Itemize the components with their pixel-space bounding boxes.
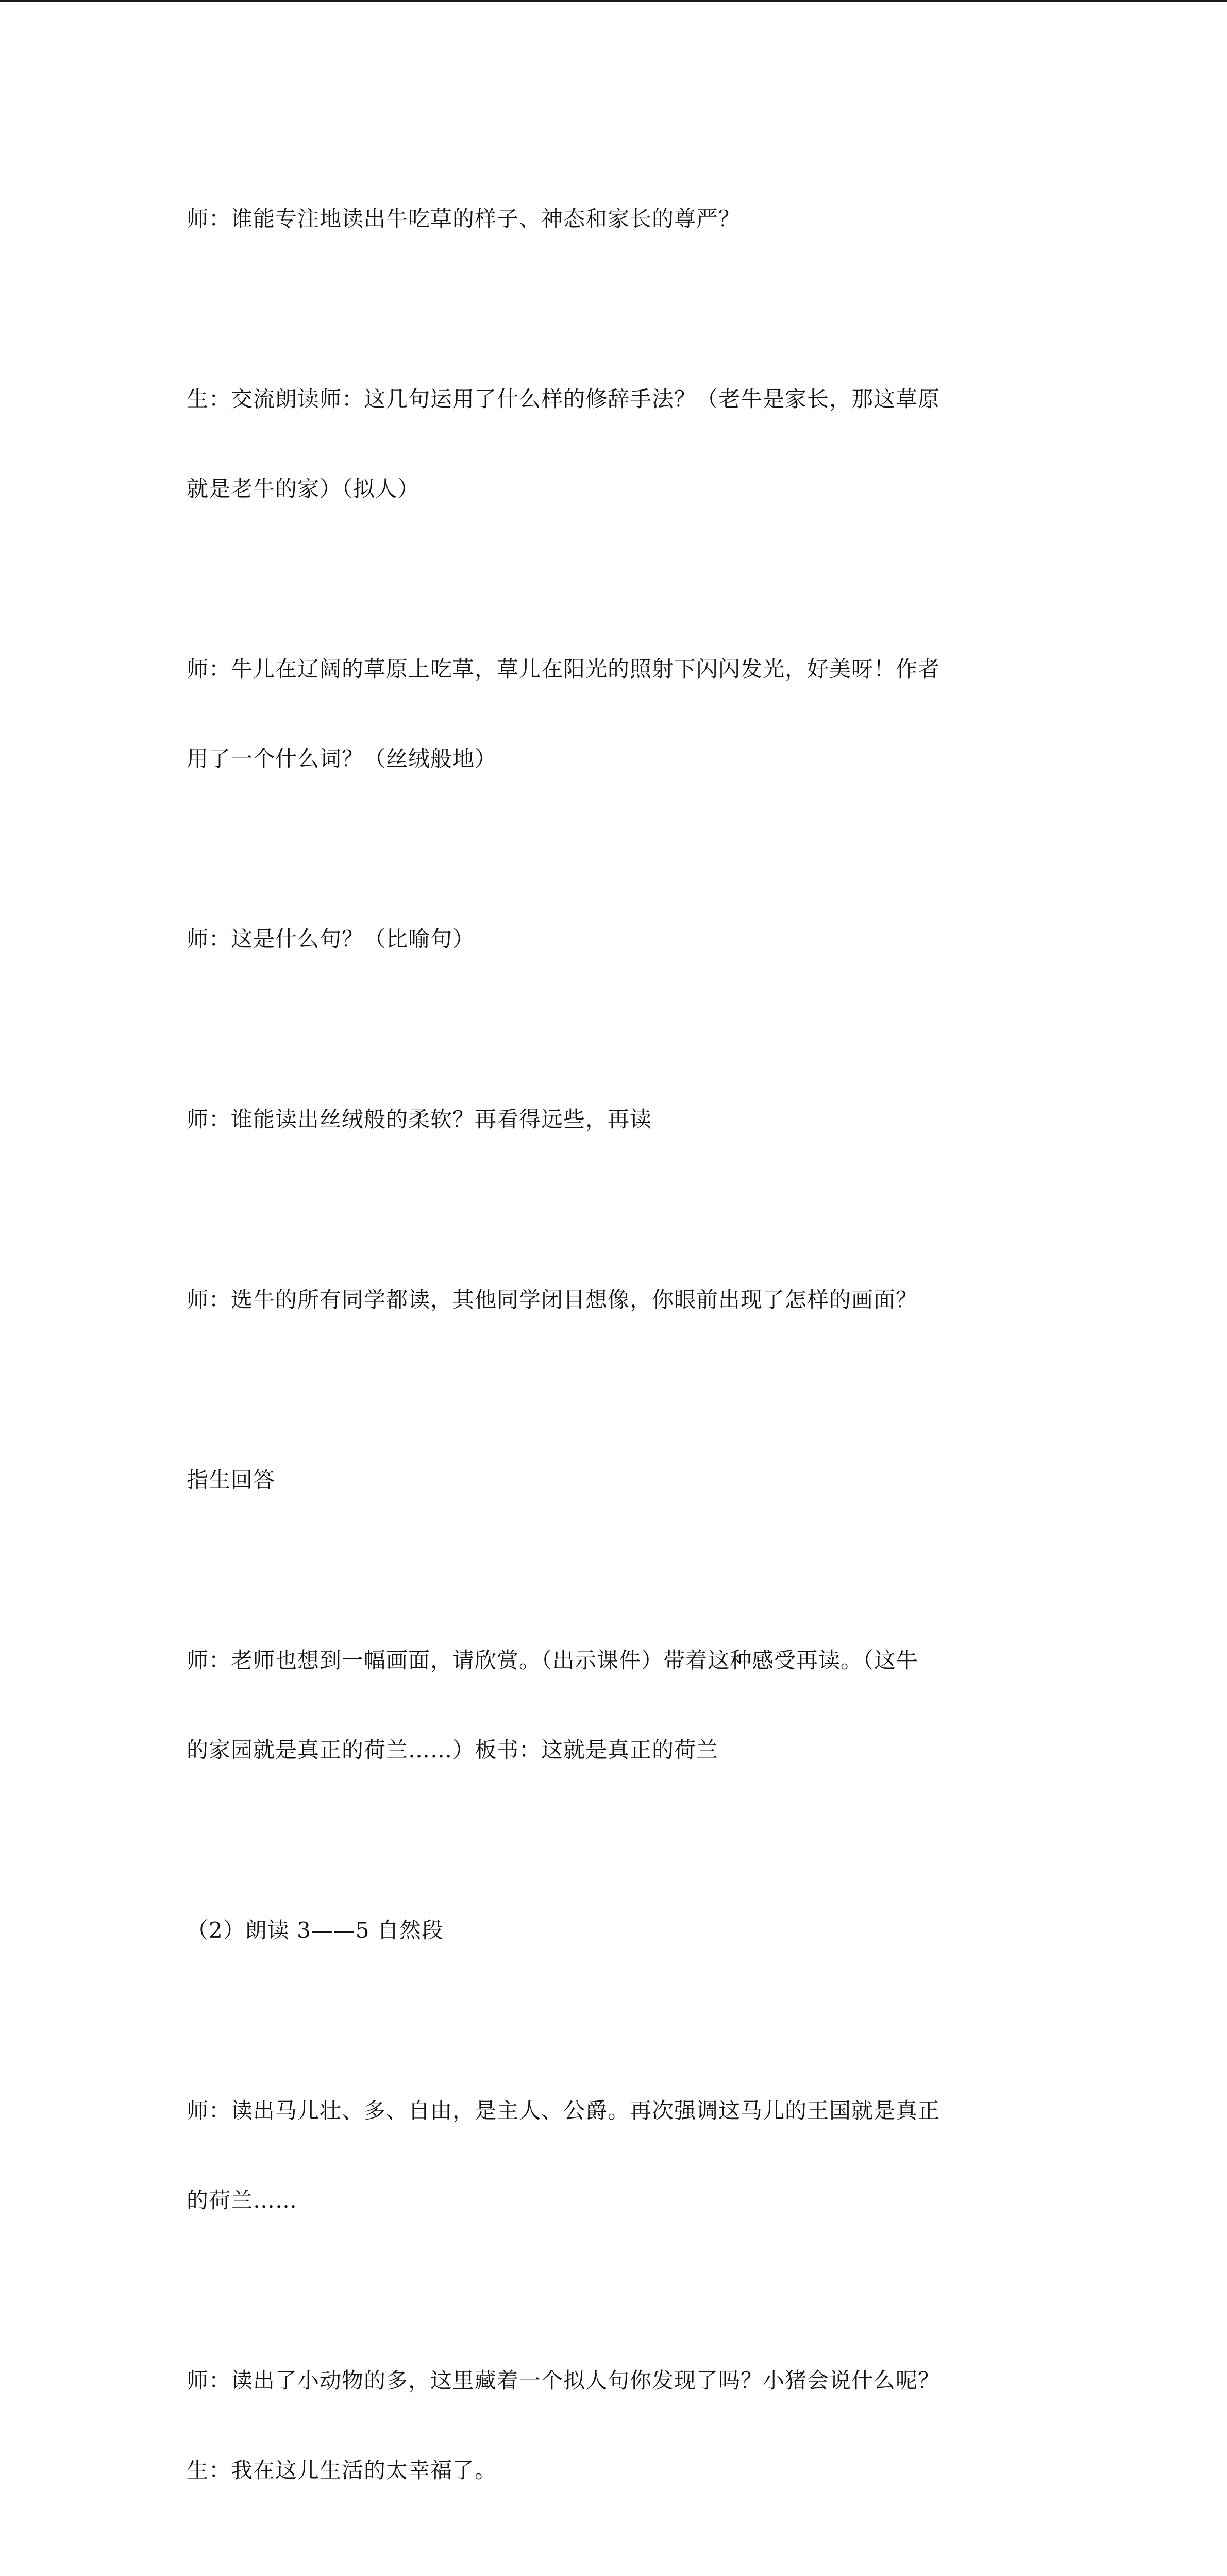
paragraph [187, 595, 1032, 834]
paragraph-line: 师：读出马儿壮、多、自由，是主人、公爵。再次强调这马儿的王国就是真正 [187, 2098, 940, 2123]
paragraph-line: （2）朗读 3——5 自然段 [187, 1918, 444, 1943]
paragraph [187, 325, 1032, 564]
paragraph-line: 的家园就是真正的荷兰……）板书：这就是真正的荷兰 [187, 1737, 719, 1762]
paragraph [187, 865, 1032, 1014]
paragraph-line: 师：谁能读出丝绒般的柔软？再看得远些，再读 [187, 1107, 652, 1132]
paragraph-line: 指生回答 [187, 1467, 276, 1493]
document-body [187, 144, 1032, 2576]
paragraph-line: 师：读出了小动物的多，这里藏着一个拟人句你发现了吗？小猪会说什么呢？ [187, 2368, 940, 2393]
paragraph [187, 1405, 1032, 1555]
paragraph [187, 2306, 1032, 2545]
paragraph [187, 1045, 1032, 1194]
paragraph-line: 用了一个什么词？（丝绒般地） [187, 746, 497, 771]
paragraph-line: 的荷兰…… [187, 2188, 298, 2213]
paragraph [187, 2036, 1032, 2275]
paragraph-line: 师：选牛的所有同学都读，其他同学闭目想像，你眼前出现了怎样的画面？ [187, 1287, 918, 1312]
paragraph [187, 144, 1032, 294]
paragraph-line: 生：我在这儿生活的太幸福了。 [187, 2458, 497, 2483]
paragraph-line: 师：牛儿在辽阔的草原上吃草，草儿在阳光的照射下闪闪发光，好美呀！作者 [187, 656, 940, 682]
paragraph-line: 生：交流朗读师：这几句运用了什么样的修辞手法？（老牛是家长，那这草原 [187, 386, 940, 412]
section-heading [187, 1856, 1032, 2005]
paragraph-line: 师：老师也想到一幅画面，请欣赏。（出示课件）带着这种感受再读。（这牛 [187, 1648, 919, 1673]
top-border-rule [0, 0, 1227, 2]
paragraph-line: 就是老牛的家）（拟人） [187, 476, 420, 501]
paragraph [187, 1225, 1032, 1375]
paragraph-line: 师：谁能专注地读出牛吃草的样子、神态和家长的尊严？ [187, 206, 741, 231]
paragraph [187, 1586, 1032, 1825]
paragraph-line: 师：这是什么句？（比喻句） [187, 926, 475, 952]
